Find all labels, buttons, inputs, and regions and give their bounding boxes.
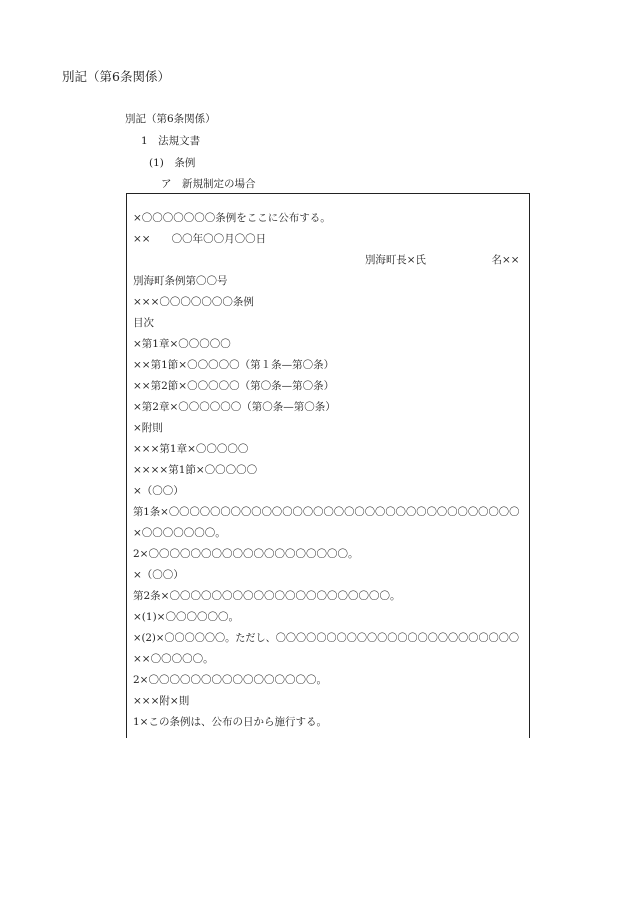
form-line: 1×この条例は、公布の日から施行する。 — [133, 716, 327, 728]
form-line: ××××第1節×〇〇〇〇〇 — [133, 464, 258, 476]
item-heading-1: 1 法規文書 — [141, 135, 201, 147]
form-line: 目次 — [133, 317, 154, 329]
form-line: ×第2章×〇〇〇〇〇〇（第〇条—第〇条） — [133, 401, 336, 413]
form-line: ×〇〇〇〇〇〇〇条例をここに公布する。 — [133, 212, 331, 224]
form-line: 第2条×〇〇〇〇〇〇〇〇〇〇〇〇〇〇〇〇〇〇〇〇〇。 — [133, 590, 401, 602]
form-line: ×（〇〇） — [133, 485, 184, 497]
signer-line — [365, 252, 519, 267]
template-box — [126, 193, 530, 738]
item-heading-1-1: (1) 条例 — [149, 157, 196, 169]
section-title: 別記（第6条関係） — [125, 113, 216, 125]
form-line: ×（〇〇） — [133, 569, 184, 581]
form-line: ×××第1章×〇〇〇〇〇 — [133, 443, 249, 455]
item-heading-a: ア 新規制定の場合 — [161, 178, 256, 190]
form-line: ××第2節×〇〇〇〇〇（第〇条—第〇条） — [133, 380, 335, 392]
form-line: ×××附×則 — [133, 695, 190, 707]
form-line: ××第1節×〇〇〇〇〇（第１条—第〇条） — [133, 359, 335, 371]
form-line: ×××〇〇〇〇〇〇〇条例 — [133, 296, 254, 308]
signer-name: 名×× — [491, 254, 520, 266]
form-line: 2×〇〇〇〇〇〇〇〇〇〇〇〇〇〇〇〇。 — [133, 674, 327, 686]
form-line: 第1条×〇〇〇〇〇〇〇〇〇〇〇〇〇〇〇〇〇〇〇〇〇〇〇〇〇〇〇〇〇〇〇〇〇〇 — [133, 506, 520, 518]
form-line: ×附則 — [133, 422, 163, 434]
form-line: ××〇〇〇〇〇。 — [133, 653, 214, 665]
page-title: 別記（第6条関係） — [62, 69, 170, 84]
form-line: ×× 〇〇年〇〇月〇〇日 — [133, 233, 267, 245]
form-line: ×(2)×〇〇〇〇〇〇。ただし、〇〇〇〇〇〇〇〇〇〇〇〇〇〇〇〇〇〇〇〇〇〇〇〇 — [133, 632, 519, 644]
signer-title: 別海町長×氏 — [365, 254, 426, 266]
form-line: 2×〇〇〇〇〇〇〇〇〇〇〇〇〇〇〇〇〇〇〇。 — [133, 548, 359, 560]
form-line: 別海町条例第〇〇号 — [133, 275, 228, 287]
form-line: ×(1)×〇〇〇〇〇〇。 — [133, 611, 239, 623]
form-line: ×〇〇〇〇〇〇〇。 — [133, 527, 226, 539]
form-line: ×第1章×〇〇〇〇〇 — [133, 338, 231, 350]
